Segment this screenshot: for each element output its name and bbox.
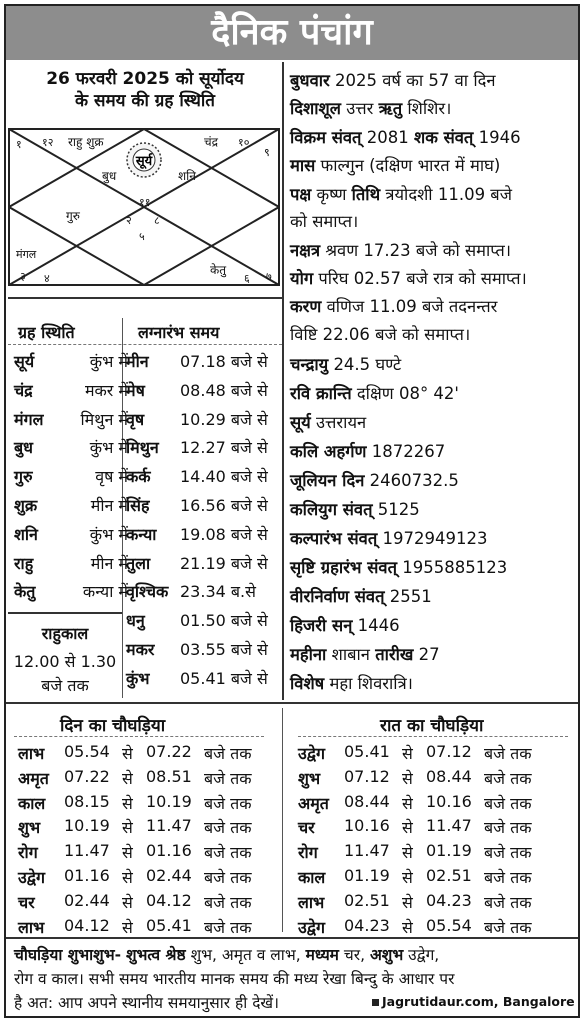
lagna-rashi: वृष xyxy=(126,409,145,429)
choghadiya-name: उद्वेग xyxy=(298,917,325,937)
lagna-rashi: कर्क xyxy=(126,467,151,487)
choghadiya-tak: बजे तक xyxy=(484,768,532,788)
lagna-rashi: मेष xyxy=(126,380,145,400)
choghadiya-se: से xyxy=(402,768,413,788)
graha-name: चंद्र xyxy=(14,380,33,400)
kundli-bottom-rule xyxy=(8,297,282,299)
table-header-rule xyxy=(8,344,282,345)
right-line-21: महीना शाबान तारीख 27 xyxy=(290,645,440,664)
right-line-6: को समाप्त। xyxy=(290,212,359,231)
graha-row xyxy=(8,494,128,518)
choghadiya-row xyxy=(298,742,558,764)
choghadiya-tak: बजे तक xyxy=(204,917,252,937)
choghadiya-name: शुभ xyxy=(18,818,41,838)
graha-rashi: कुंभ में xyxy=(89,438,128,458)
right-line-16: कलियुग संवत् 5125 xyxy=(290,500,420,519)
right-line-12: रवि क्रान्ति दक्षिण 08° 42' xyxy=(290,384,459,403)
lagna-time: 05.41 बजे से xyxy=(180,668,268,688)
choghadiya-start: 02.44 xyxy=(64,890,110,910)
choghadiya-end: 08.51 xyxy=(146,766,192,786)
lagna-time: 12.27 बजे से xyxy=(180,438,268,458)
choghadiya-se: से xyxy=(122,818,133,838)
kundli-title-line1: 26 फरवरी 2025 को सूर्योदय xyxy=(46,69,244,89)
choghadiya-end: 04.12 xyxy=(146,890,192,910)
planet-budh: बुध xyxy=(102,169,117,183)
choghadiya-start: 11.47 xyxy=(344,841,390,861)
graha-row xyxy=(8,379,128,403)
right-line-9: करण वणिज 11.09 बजे तदनन्तर xyxy=(290,297,498,316)
choghadiya-row xyxy=(18,866,278,888)
choghadiya-tak: बजे तक xyxy=(204,843,252,863)
right-line-3: विक्रम संवत् 2081 शक संवत् 1946 xyxy=(290,128,521,147)
graha-name: राहु xyxy=(14,553,34,573)
choghadiya-tak: बजे तक xyxy=(484,868,532,887)
choghadiya-end: 08.44 xyxy=(426,766,472,786)
lagna-row xyxy=(126,350,276,374)
choghadiya-row xyxy=(18,792,278,814)
right-line-19: वीरनिर्वाण संवत् 2551 xyxy=(290,587,432,606)
lagna-rashi: धनु xyxy=(126,611,145,631)
right-line-7: नक्षत्र श्रवण 17.23 बजे को समाप्त। xyxy=(290,241,512,260)
house-12: १२ xyxy=(42,136,54,149)
choghadiya-tak: बजे तक xyxy=(204,793,252,813)
choghadiya-row xyxy=(18,841,278,863)
choghadiya-name: उद्वेग xyxy=(18,868,45,887)
choghadiya-row xyxy=(18,742,278,764)
choghadiya-end: 05.41 xyxy=(146,915,192,935)
graha-rashi: मीन में xyxy=(90,496,128,515)
graha-row xyxy=(8,350,128,374)
lagna-row xyxy=(126,436,276,460)
day-choghadiya-header: दिन का चौघड़िया xyxy=(60,716,166,736)
choghadiya-start: 01.16 xyxy=(64,866,110,885)
choghadiya-row xyxy=(298,891,558,913)
choghadiya-tak: बजे तक xyxy=(204,768,252,788)
graha-rashi: कुंभ में xyxy=(89,352,128,371)
lagna-time: 10.29 बजे से xyxy=(180,409,268,429)
lagna-row xyxy=(126,408,276,432)
choghadiya-end: 07.12 xyxy=(426,742,472,761)
house-8: ८ xyxy=(154,214,160,227)
graha-row xyxy=(8,580,128,604)
choghadiya-end: 11.47 xyxy=(426,816,472,836)
choghadiya-name: शुभ xyxy=(298,768,321,788)
lagna-row xyxy=(126,609,276,633)
choghadiya-tak: बजे तक xyxy=(204,818,252,838)
planet-chandra: चंद्र xyxy=(204,135,218,149)
right-line-2: दिशाशूल उत्तर ऋतु शिशिर। xyxy=(290,99,452,118)
choghadiya-se: से xyxy=(402,818,413,838)
sun-icon xyxy=(127,143,161,177)
choghadiya-end: 02.44 xyxy=(146,866,192,885)
lagna-rashi: तुला xyxy=(126,553,151,573)
choghadiya-se: से xyxy=(402,744,413,763)
choghadiya-start: 01.19 xyxy=(344,866,390,885)
choghadiya-name: रोग xyxy=(18,843,38,863)
graha-rashi: कुंभ में xyxy=(89,524,128,544)
choghadiya-tak: बजे तक xyxy=(484,818,532,838)
lagna-time: 21.19 बजे से xyxy=(180,553,268,573)
choghadiya-se: से xyxy=(122,793,133,813)
graha-rashi: मकर में xyxy=(84,380,128,400)
choghadiya-tak: बजे तक xyxy=(484,793,532,813)
right-line-1: बुधवार 2025 वर्ष का 57 वा दिन xyxy=(290,71,496,90)
lagna-row xyxy=(126,580,276,604)
choghadiya-se: से xyxy=(122,744,133,763)
lagna-time: 19.08 बजे से xyxy=(180,524,268,544)
choghadiya-start: 05.54 xyxy=(64,742,110,761)
choghadiya-se: से xyxy=(402,843,413,863)
choghadiya-start: 04.23 xyxy=(344,915,390,935)
lagna-rashi: सिंह xyxy=(126,496,150,515)
choghadiya-name: लाभ xyxy=(298,892,325,912)
choghadiya-row xyxy=(298,866,558,888)
lagna-row xyxy=(126,638,276,662)
graha-name: गुरु xyxy=(14,467,33,487)
choghadiya-end: 02.51 xyxy=(426,866,472,885)
choghadiya-se: से xyxy=(402,793,413,813)
column-divider xyxy=(282,62,284,700)
choghadiya-name: रोग xyxy=(298,843,318,863)
choghadiya-row xyxy=(18,767,278,789)
choghadiya-start: 10.19 xyxy=(64,816,110,836)
choghadiya-row xyxy=(18,816,278,838)
right-line-20: हिजरी सन् 1446 xyxy=(290,616,400,635)
choghadiya-se: से xyxy=(122,868,133,887)
choghadiya-row xyxy=(298,792,558,814)
right-line-8: योग परिघ 02.57 बजे रात्र को समाप्त। xyxy=(290,269,527,288)
choghadiya-name: चर xyxy=(298,818,315,838)
planet-mangal: मंगल xyxy=(16,248,37,261)
lagna-time: 14.40 बजे से xyxy=(180,467,268,487)
lagna-row xyxy=(126,379,276,403)
right-line-22: विशेष महा शिवरात्रि। xyxy=(290,674,413,693)
lagna-rashi: वृश्चिक xyxy=(126,582,169,602)
graha-row xyxy=(8,408,128,432)
choghadiya-end: 05.54 xyxy=(426,915,472,935)
graha-rashi: मीन में xyxy=(90,553,128,573)
graha-header: ग्रह स्थिति xyxy=(18,323,75,342)
choghadiya-start: 11.47 xyxy=(64,841,110,861)
choghadiya-start: 08.44 xyxy=(344,791,390,811)
footer-rule xyxy=(6,937,578,939)
choghadiya-start: 07.12 xyxy=(344,766,390,786)
choghadiya-end: 07.22 xyxy=(146,742,192,761)
lagna-time: 01.50 बजे से xyxy=(180,611,268,631)
choghadiya-row xyxy=(298,767,558,789)
graha-row xyxy=(8,552,128,576)
choghadiya-tak: बजे तक xyxy=(204,744,252,763)
graha-name: केतु xyxy=(14,582,36,602)
choghadiya-se: से xyxy=(402,917,413,937)
graha-row xyxy=(8,465,128,489)
choghadiya-row xyxy=(18,891,278,913)
graha-name: सूर्य xyxy=(14,352,35,371)
choghadiya-name: लाभ xyxy=(18,744,45,763)
planet-surya: सूर्य xyxy=(135,154,153,169)
day-header-rule xyxy=(14,736,264,737)
house-7: ७ xyxy=(266,270,272,283)
right-line-10: विष्टि 22.06 बजे को समाप्त। xyxy=(290,325,471,344)
page-title: दैनिक पंचांग xyxy=(6,6,578,60)
choghadiya-start: 07.22 xyxy=(64,766,110,786)
footer-line-3: है अत: आप अपने स्थानीय समयानुसार ही देखें। xyxy=(14,994,279,1012)
lagna-row xyxy=(126,552,276,576)
graha-name: बुध xyxy=(14,438,33,458)
lagna-row xyxy=(126,465,276,489)
choghadiya-tak: बजे तक xyxy=(204,892,252,912)
choghadiya-row xyxy=(298,816,558,838)
bullet-icon xyxy=(372,999,379,1006)
choghadiya-end: 01.16 xyxy=(146,841,192,861)
night-header-rule xyxy=(298,736,568,737)
planet-guru: गुरु xyxy=(66,209,80,223)
choghadiya-start: 08.15 xyxy=(64,791,110,811)
kundli-chart xyxy=(8,128,280,286)
choghadiya-end: 10.16 xyxy=(426,791,472,811)
choghadiya-se: से xyxy=(402,892,413,912)
house-9: ९ xyxy=(264,146,270,159)
rahukaal-box xyxy=(8,612,122,700)
right-line-5: पक्ष कृष्ण तिथि त्रयोदशी 11.09 बजे xyxy=(290,185,512,204)
choghadiya-tak: बजे तक xyxy=(484,744,532,763)
lagna-rashi: कुंभ xyxy=(126,668,150,688)
choghadiya-start: 10.16 xyxy=(344,816,390,836)
planet-shani: शनि xyxy=(178,169,196,183)
graha-name: शुक्र xyxy=(14,496,38,515)
house-2: २ xyxy=(126,214,132,227)
house-3: ३ xyxy=(20,270,26,283)
choghadiya-end: 04.23 xyxy=(426,890,472,910)
choghadiya-row xyxy=(298,916,558,938)
right-line-13: सूर्य उत्तरायन xyxy=(290,413,367,432)
choghadiya-tak: बजे तक xyxy=(204,868,252,887)
choghadiya-name: अमृत xyxy=(18,768,49,788)
lagna-row xyxy=(126,494,276,518)
house-5: ५ xyxy=(139,230,145,243)
rahukaal-tak: बजे तक xyxy=(41,676,89,695)
choghadiya-se: से xyxy=(122,917,133,937)
choghadiya-tak: बजे तक xyxy=(484,917,532,937)
right-line-18: सृष्टि ग्रहारंभ संवत् 1955885123 xyxy=(290,558,508,577)
lagna-time: 03.55 बजे से xyxy=(180,640,268,659)
graha-name: मंगल xyxy=(14,409,44,429)
choghadiya-start: 05.41 xyxy=(344,742,390,761)
choghadiya-se: से xyxy=(122,768,133,788)
graha-name: शनि xyxy=(14,524,38,544)
right-line-4: मास फाल्गुन (दक्षिण भारत में माघ) xyxy=(290,156,501,175)
lagna-header: लग्नारंभ समय xyxy=(138,323,220,342)
house-4: ४ xyxy=(44,272,50,285)
lagna-rashi: मिथुन xyxy=(126,438,159,458)
rahukaal-time: 12.00 से 1.30 xyxy=(13,652,117,671)
choghadiya-se: से xyxy=(122,843,133,863)
right-line-11: चन्द्रायु 24.5 घण्टे xyxy=(290,355,402,374)
house-10: १० xyxy=(238,136,250,149)
choghadiya-top-rule xyxy=(6,702,578,704)
right-line-14: कलि अहर्गण 1872267 xyxy=(290,442,446,461)
choghadiya-name: काल xyxy=(298,868,326,887)
choghadiya-start: 02.51 xyxy=(344,890,390,910)
lagna-time: 23.34 ब.से xyxy=(180,582,256,602)
choghadiya-name: उद्वेग xyxy=(298,744,325,763)
kundli-title-line2: के समय की ग्रह स्थिति xyxy=(75,91,215,111)
lagna-time: 16.56 बजे से xyxy=(180,496,268,515)
choghadiya-end: 11.47 xyxy=(146,816,192,836)
rahukaal-label: राहुकाल xyxy=(41,624,89,643)
footer-line-1: चौघड़िया शुभाशुभ- शुभत्व श्रेष्ठ शुभ, अमृत व लाभ, मध्यम चर, अशुभ उद्वेग, xyxy=(14,946,440,964)
lagna-time: 07.18 बजे से xyxy=(180,352,268,371)
graha-row xyxy=(8,523,128,547)
house-11: ११ xyxy=(139,196,151,209)
planet-ketu: केतु xyxy=(210,263,227,277)
footer-source: Jagrutidaur.com, Bangalore xyxy=(372,994,575,1009)
choghadiya-tak: बजे तक xyxy=(484,892,532,912)
graha-rashi: कन्या में xyxy=(82,582,128,602)
planet-rahu-shukra: राहु शुक्र xyxy=(68,135,104,149)
choghadiya-divider xyxy=(282,708,283,932)
choghadiya-name: चर xyxy=(18,892,35,912)
footer-line-2: रोग व काल। सभी समय भारतीय मानक समय की मध्य रेखा बिन्दु के आधार पर xyxy=(14,970,455,988)
choghadiya-end: 10.19 xyxy=(146,791,192,811)
lagna-rashi: कन्या xyxy=(126,524,157,544)
lagna-rashi: मकर xyxy=(126,640,155,659)
lagna-time: 08.48 बजे से xyxy=(180,380,268,400)
choghadiya-name: काल xyxy=(18,793,46,813)
night-choghadiya-header: रात का चौघड़िया xyxy=(380,716,484,736)
choghadiya-row xyxy=(18,916,278,938)
right-line-15: जूलियन दिन 2460732.5 xyxy=(290,471,459,490)
choghadiya-se: से xyxy=(402,868,413,887)
choghadiya-end: 01.19 xyxy=(426,841,472,861)
house-1: १ xyxy=(16,138,22,151)
choghadiya-name: लाभ xyxy=(18,917,45,937)
graha-rashi: वृष में xyxy=(95,467,128,487)
house-6: ६ xyxy=(244,272,250,285)
choghadiya-row xyxy=(298,841,558,863)
graha-rashi: मिथुन में xyxy=(80,409,128,429)
choghadiya-se: से xyxy=(122,892,133,912)
lagna-row xyxy=(126,523,276,547)
choghadiya-start: 04.12 xyxy=(64,915,110,935)
right-line-17: कल्पारंभ संवत् 1972949123 xyxy=(290,529,488,548)
choghadiya-name: अमृत xyxy=(298,793,329,813)
graha-row xyxy=(8,436,128,460)
lagna-rashi: मीन xyxy=(126,352,149,371)
lagna-row xyxy=(126,667,276,691)
choghadiya-tak: बजे तक xyxy=(484,843,532,863)
